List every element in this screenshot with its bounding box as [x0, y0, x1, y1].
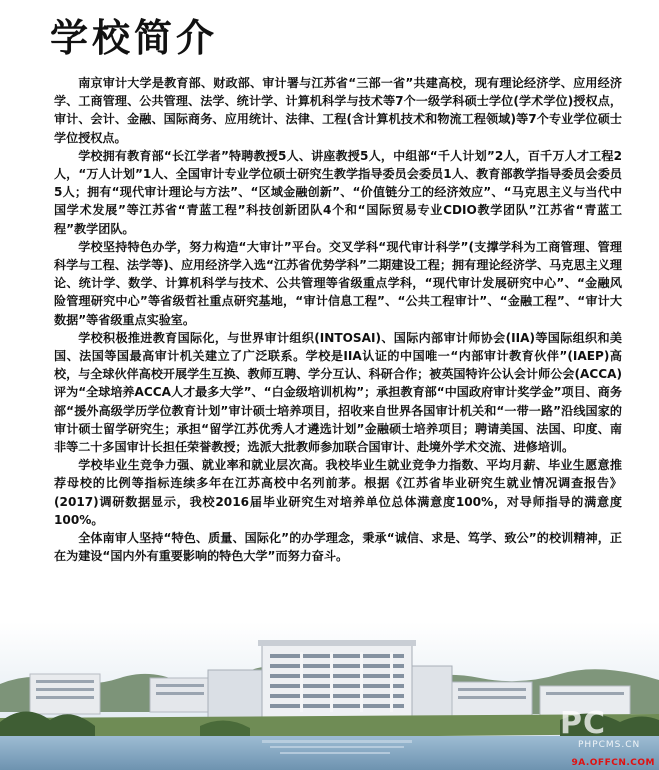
paragraph: 学校拥有教育部“长江学者”特聘教授5人、讲座教授5人，中组部“千人计划”2人，百千万人才工程2人，“万人计划”1人、全国审计专业学位硕士研究生教学指导委员会委员1人、教育部教学指导委员会委员5人；拥有“现代审计理论与方法”、“区域金融创新”、“价值链分工的经济效应”、“马克思主义与当代中国学术发展”等江苏省“青蓝工程”科技创新团队4个和“国际贸易专业CDIO教学团队”江苏省“青蓝工程”教学团队。: [54, 148, 622, 236]
paragraph: 学校积极推进教育国际化，与世界审计组织(INTOSAI)、国际内部审计师协会(IIA)等国际组织和美国、法国等国最高审计机关建立了广泛联系。学校是IIA认证的中国唯一“内部审计教育伙伴”(IAEP)高校，与全球伙伴高校开展学生互换、教师互聘、学分互认、科研合作；被英国特许公认会计师公会(ACCA)评为“全球培养ACCA人才最多大学”、“白金级培训机构”；承担教育部“中国政府审计奖学金”项目、商务部“援外高级学历学位教育计划”审计硕士培养项目，招收来自世界各国审计机关和“一带一路”沿线国家的审计硕士留学研究生；承担“留学江苏优秀人才遴选计划”金融硕士培养项目；聘请美国、法国、印度、南非等二十多国审计长担任荣誉教授；选派大批教师参加联合国审计、赴境外学术交流、进修培训。: [54, 330, 622, 455]
watermark-site: PHPCMS.CN: [578, 740, 641, 750]
intro-text: [54, 74, 622, 565]
source-label: 9A.OFFCN.COM: [571, 758, 655, 768]
paragraph: 南京审计大学是教育部、财政部、审计署与江苏省“三部一省”共建高校，现有理论经济学、应用经济学、工商管理、公共管理、法学、统计学、计算机科学与技术等7个一级学科硕士学位(学术学位)授权点，审计、会计、金融、国际商务、应用统计、法律、工程(含计算机技术和物流工程领域)等7个专业学位硕士学位授权点。: [54, 76, 622, 145]
paragraph: 学校坚持特色办学，努力构造“大审计”平台。交叉学科“现代审计科学”(支撑学科为工商管理、管理科学与工程、法学等)、应用经济学入选“江苏省优势学科”二期建设工程；拥有理论经济学、马克思主义理论、统计学、数学、计算机科学与技术、公共管理等省级重点学科，“现代审计发展研究中心”、“金融风险管理研究中心”等省级哲社重点研究基地，“审计信息工程”、“公共工程审计”、“金融工程”、“审计大数据”等省级重点实验室。: [54, 239, 622, 327]
paragraph: 学校毕业生竞争力强、就业率和就业层次高。我校毕业生就业竞争力指数、平均月薪、毕业生愿意推荐母校的比例等指标连续多年在江苏高校中名列前茅。根据《江苏省毕业研究生就业情况调查报告》(2017)调研数据显示，我校2016届毕业研究生对培养单位总体满意度100%，对导师指导的满意度100%。: [54, 458, 622, 527]
paragraph: 全体南审人坚持“特色、质量、国际化”的办学理念，秉承“诚信、求是、笃学、致公”的校训精神，正在为建设“国内外有重要影响的特色大学”而努力奋斗。: [54, 531, 622, 564]
campus-photo: [0, 622, 659, 770]
page-title: 学校简介: [50, 15, 219, 60]
watermark-logo: PC: [560, 706, 607, 741]
